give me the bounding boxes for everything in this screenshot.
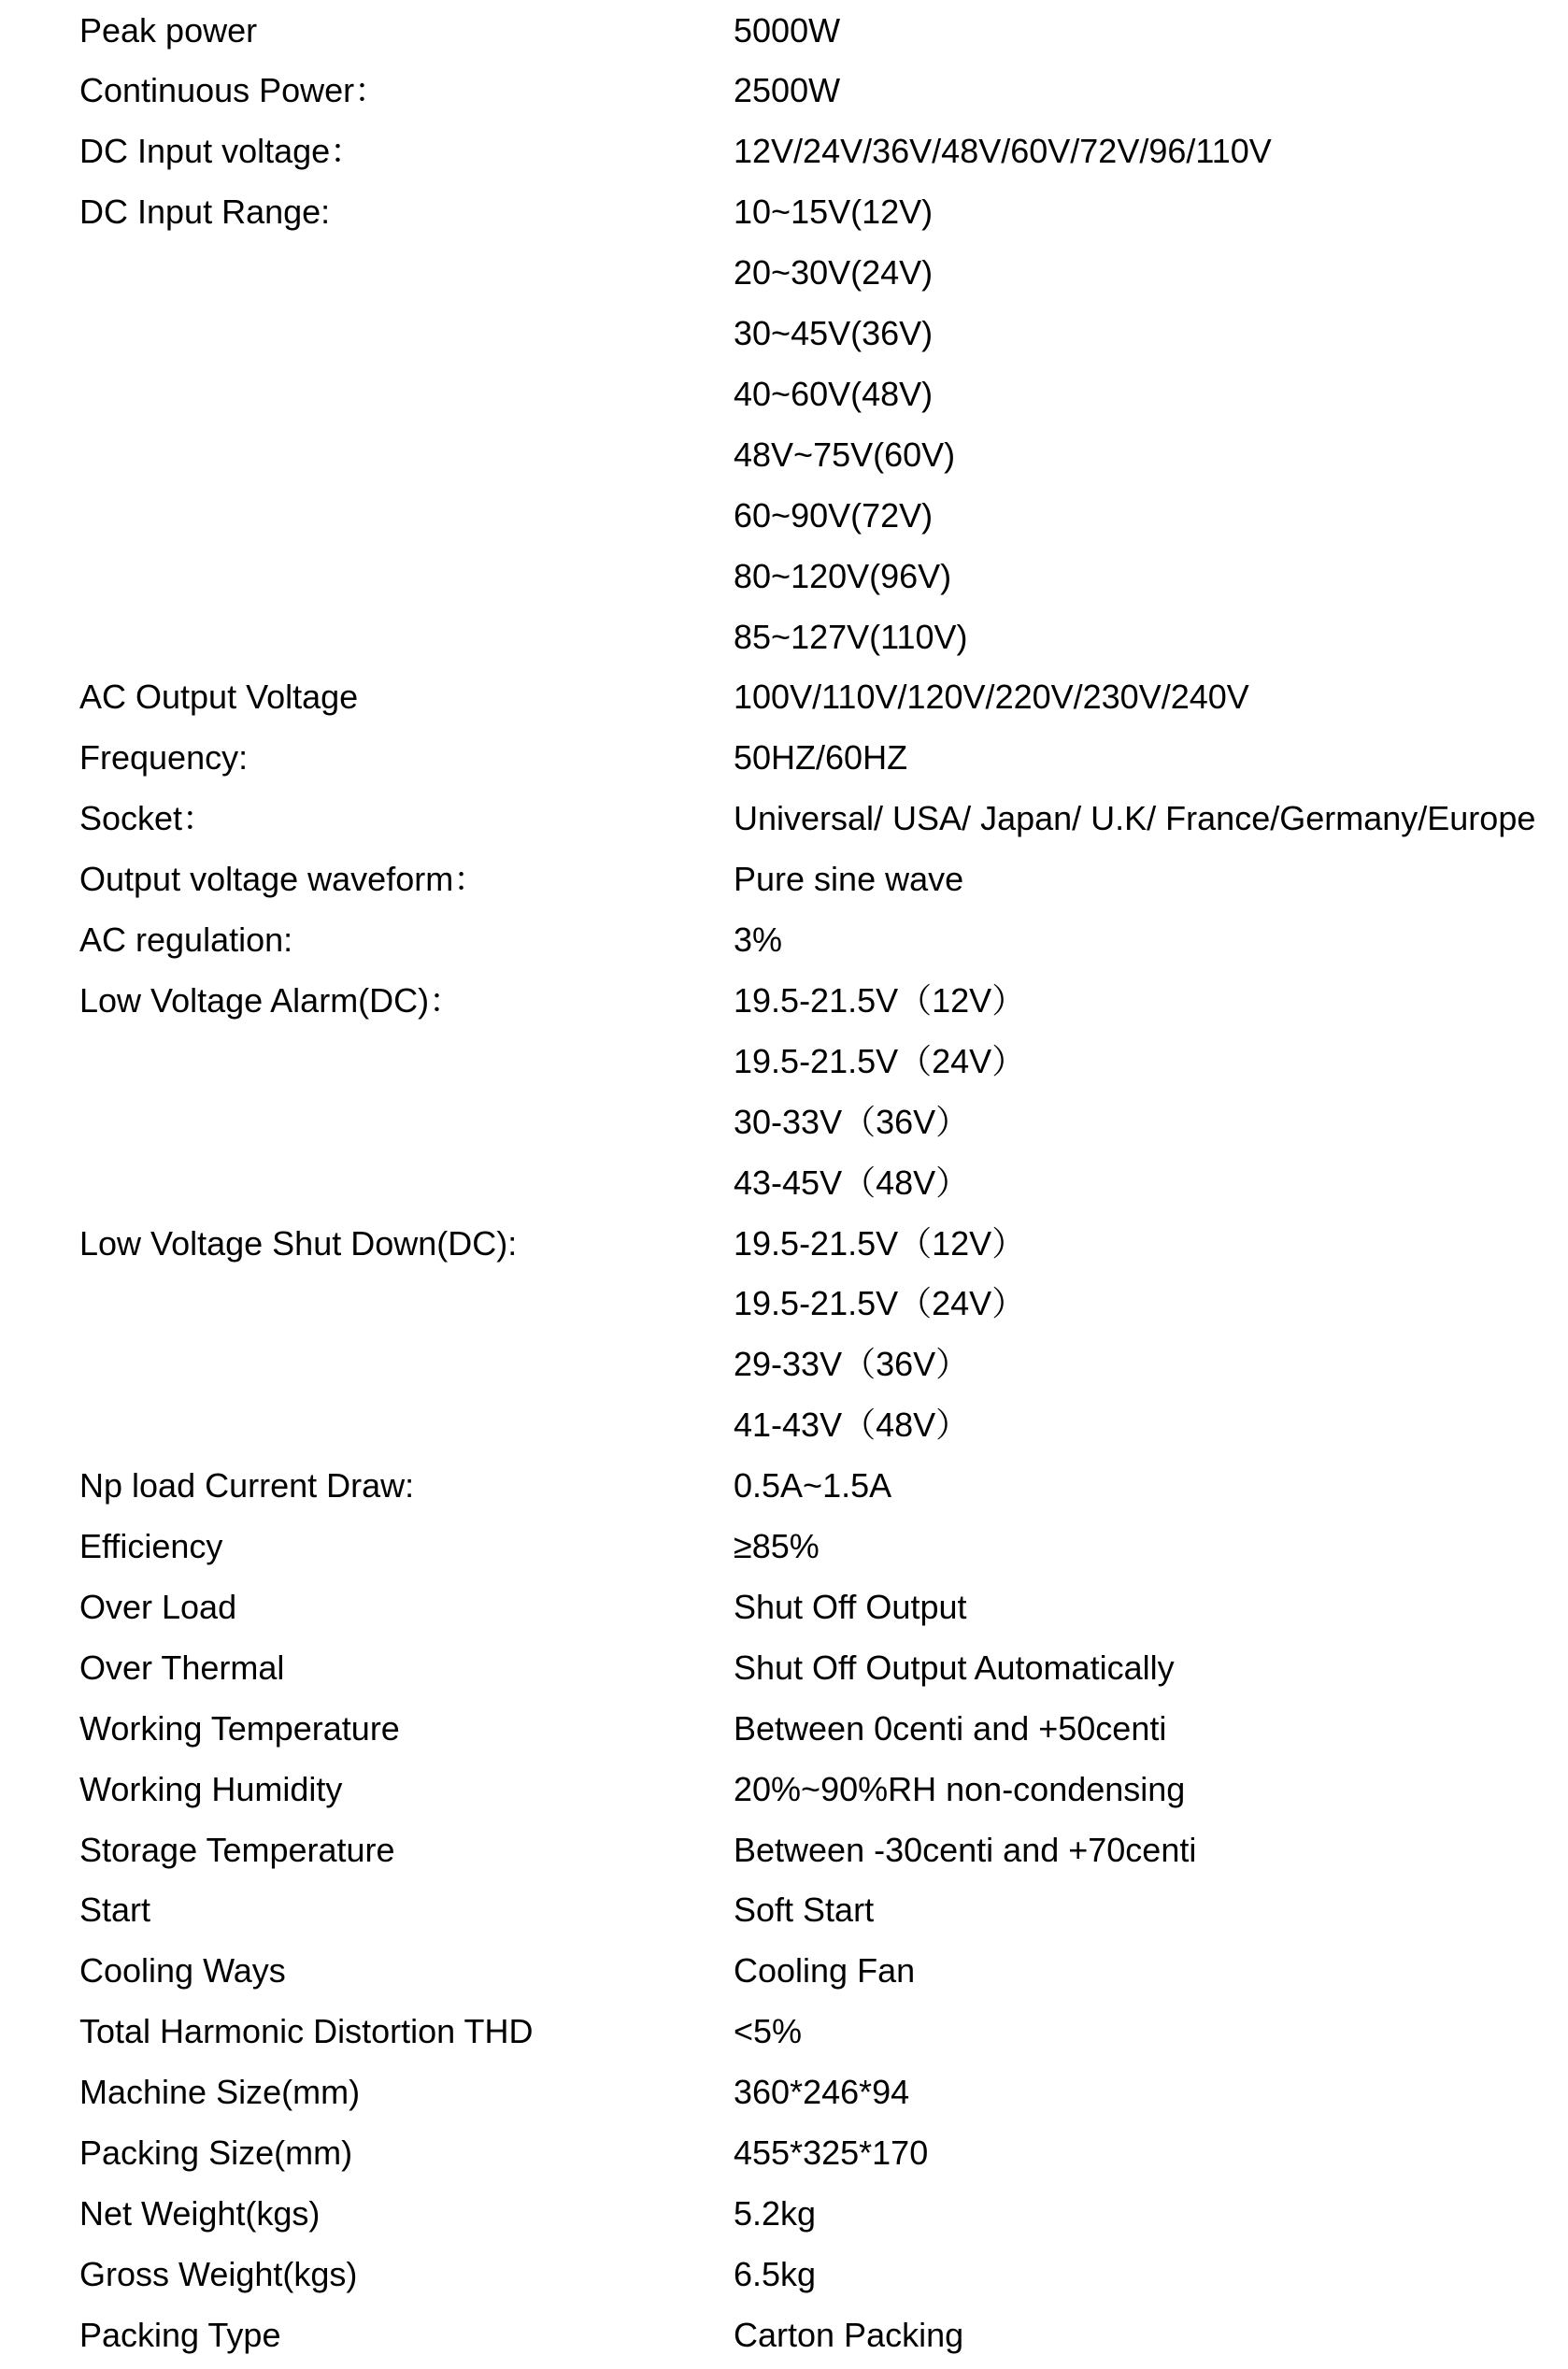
- spec-value: Carton Packing: [734, 2315, 964, 2354]
- spec-value: 10~15V(12V): [734, 193, 934, 232]
- spec-row: [0, 849, 1568, 909]
- spec-label: Over Thermal: [79, 1648, 285, 1687]
- spec-value: Shut Off Output: [734, 1587, 967, 1626]
- spec-label: Np load Current Draw:: [79, 1466, 415, 1506]
- spec-row: [0, 303, 1568, 364]
- spec-row: [0, 1637, 1568, 1698]
- spec-value: 12V/24V/36V/48V/60V/72V/96/110V: [734, 132, 1272, 171]
- spec-label: Packing Type: [79, 2315, 281, 2354]
- spec-value: Universal/ USA/ Japan/ U.K/ France/Germany/Europe: [734, 799, 1536, 838]
- spec-label: Over Load: [79, 1587, 237, 1626]
- spec-row: [0, 1273, 1568, 1334]
- spec-row: [0, 1940, 1568, 2001]
- spec-row: [0, 1152, 1568, 1213]
- spec-row: [0, 121, 1568, 181]
- spec-label: Socket：: [79, 799, 217, 838]
- spec-label: Low Voltage Alarm(DC)：: [79, 980, 463, 1020]
- spec-value: 30-33V（36V）: [734, 1102, 970, 1141]
- spec-label: Peak power: [79, 10, 258, 50]
- spec-label: AC regulation:: [79, 920, 293, 959]
- spec-value: 5.2kg: [734, 2193, 817, 2233]
- spec-row: [0, 788, 1568, 849]
- spec-value: 19.5-21.5V（12V）: [734, 980, 1026, 1020]
- spec-value: 19.5-21.5V（24V）: [734, 1041, 1026, 1080]
- spec-value: Pure sine wave: [734, 860, 964, 899]
- spec-row: [0, 666, 1568, 727]
- spec-row: [0, 181, 1568, 242]
- spec-label: Cooling Ways: [79, 1951, 286, 1991]
- spec-row: [0, 2062, 1568, 2122]
- spec-row: [0, 1031, 1568, 1092]
- spec-value: 19.5-21.5V（12V）: [734, 1223, 1026, 1263]
- spec-label: Gross Weight(kgs): [79, 2254, 358, 2293]
- spec-row: [0, 1577, 1568, 1637]
- spec-row: [0, 727, 1568, 788]
- spec-label: Output voltage waveform：: [79, 860, 488, 899]
- spec-value: 43-45V（48V）: [734, 1163, 970, 1202]
- spec-label: Working Temperature: [79, 1708, 400, 1748]
- spec-row: [0, 970, 1568, 1031]
- spec-value: 19.5-21.5V（24V）: [734, 1284, 1026, 1323]
- spec-row: [0, 485, 1568, 546]
- spec-label: Packing Size(mm): [79, 2134, 353, 2172]
- spec-label: Net Weight(kgs): [79, 2193, 321, 2233]
- spec-value: 48V~75V(60V): [734, 435, 956, 474]
- spec-row: [0, 0, 1568, 61]
- spec-label: DC Input voltage：: [79, 132, 364, 171]
- spec-row: [0, 1879, 1568, 1940]
- spec-label: DC Input Range:: [79, 193, 331, 232]
- spec-value: 360*246*94: [734, 2073, 910, 2112]
- spec-value: 30~45V(36V): [734, 314, 934, 352]
- spec-row: [0, 2122, 1568, 2183]
- spec-value: 41-43V（48V）: [734, 1406, 970, 1445]
- spec-value: 60~90V(72V): [734, 495, 934, 535]
- spec-label: Start: [79, 1891, 151, 1930]
- spec-row: [0, 364, 1568, 424]
- spec-value: ≥85%: [734, 1527, 820, 1565]
- spec-label: Low Voltage Shut Down(DC):: [79, 1223, 518, 1263]
- spec-value: 20~30V(24V): [734, 253, 934, 293]
- spec-value: 20%~90%RH non-condensing: [734, 1769, 1186, 1808]
- spec-row: [0, 424, 1568, 485]
- spec-value: 455*325*170: [734, 2134, 929, 2172]
- spec-row: [0, 546, 1568, 607]
- spec-value: 50HZ/60HZ: [734, 738, 908, 778]
- spec-value: 80~120V(96V): [734, 556, 952, 595]
- spec-row: [0, 1759, 1568, 1820]
- spec-row: [0, 1092, 1568, 1152]
- spec-value: <5%: [734, 2012, 803, 2051]
- spec-value: Between -30centi and +70centi: [734, 1830, 1197, 1869]
- spec-label: AC Output Voltage: [79, 678, 359, 717]
- spec-value: 100V/110V/120V/220V/230V/240V: [734, 678, 1249, 717]
- spec-value: 6.5kg: [734, 2254, 817, 2293]
- spec-row: [0, 2244, 1568, 2305]
- spec-value: 85~127V(110V): [734, 617, 968, 656]
- spec-row: [0, 2305, 1568, 2365]
- spec-value: 0.5A~1.5A: [734, 1466, 892, 1506]
- spec-row: [0, 1394, 1568, 1455]
- spec-value: 2500W: [734, 71, 841, 110]
- spec-row: [0, 242, 1568, 303]
- spec-label: Efficiency: [79, 1527, 223, 1565]
- spec-value: 40~60V(48V): [734, 374, 934, 413]
- spec-row: [0, 2183, 1568, 2244]
- spec-label: Total Harmonic Distortion THD: [79, 2012, 534, 2051]
- spec-row: [0, 909, 1568, 970]
- spec-value: 5000W: [734, 10, 841, 50]
- spec-value: Soft Start: [734, 1891, 875, 1930]
- spec-row: [0, 2001, 1568, 2062]
- spec-row: [0, 60, 1568, 121]
- spec-row: [0, 1698, 1568, 1759]
- spec-value: Cooling Fan: [734, 1951, 916, 1991]
- spec-label: Continuous Power：: [79, 71, 389, 110]
- spec-row: [0, 1334, 1568, 1394]
- spec-row: [0, 1213, 1568, 1274]
- spec-value: Between 0centi and +50centi: [734, 1708, 1167, 1748]
- spec-label: Frequency:: [79, 738, 249, 778]
- spec-value: 3%: [734, 920, 783, 959]
- spec-label: Working Humidity: [79, 1769, 343, 1808]
- spec-value: 29-33V（36V）: [734, 1345, 970, 1384]
- spec-value: Shut Off Output Automatically: [734, 1648, 1175, 1687]
- spec-label: Storage Temperature: [79, 1830, 395, 1869]
- spec-label: Machine Size(mm): [79, 2073, 361, 2112]
- spec-row: [0, 1820, 1568, 1880]
- spec-row: [0, 1516, 1568, 1577]
- spec-row: [0, 607, 1568, 667]
- spec-row: [0, 1455, 1568, 1516]
